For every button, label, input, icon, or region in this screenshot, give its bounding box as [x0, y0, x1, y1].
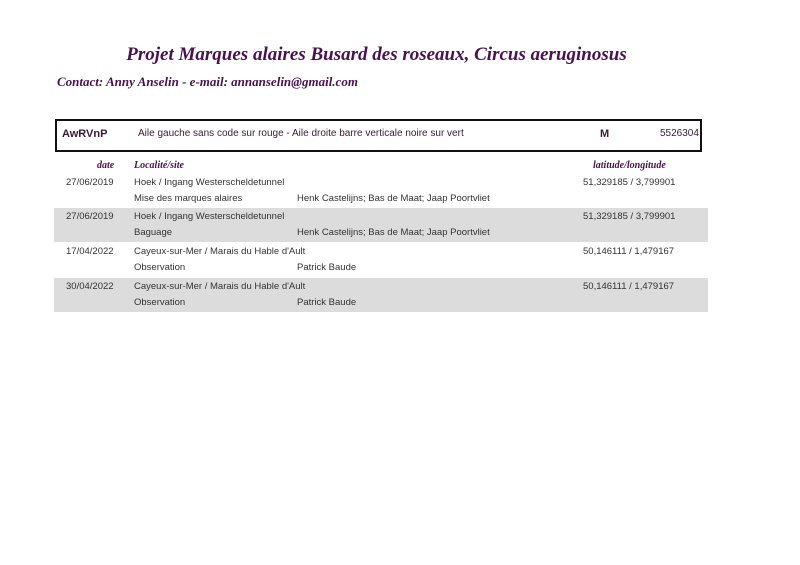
table-row — [54, 278, 708, 312]
row-type: Baguage — [134, 227, 173, 238]
row-site: Hoek / Ingang Westerscheldetunnel — [134, 177, 285, 188]
row-latlong: 51,329185 / 3,799901 — [583, 211, 676, 222]
bird-code: AwRVnP — [62, 128, 108, 140]
bird-sex: M — [600, 128, 610, 140]
row-date: 30/04/2022 — [66, 281, 114, 292]
row-date: 17/04/2022 — [66, 246, 114, 257]
bird-summary-box — [55, 119, 702, 152]
row-site: Cayeux-sur-Mer / Marais du Hable d'Ault — [134, 281, 306, 292]
column-header-site: Localité/site — [134, 160, 184, 171]
contact-line: Contact: Anny Anselin - e-mail: annanselin@gmail.com — [57, 74, 358, 89]
table-row — [54, 174, 708, 208]
row-type: Observation — [134, 262, 186, 273]
page-title: Projet Marques alaires Busard des roseaux, Circus aeruginosus — [126, 44, 627, 65]
row-site: Hoek / Ingang Westerscheldetunnel — [134, 211, 285, 222]
row-type: Observation — [134, 297, 186, 308]
bird-ring-number: 5526304 — [660, 128, 699, 139]
row-type: Mise des marques alaires — [134, 193, 243, 204]
row-latlong: 50,146111 / 1,479167 — [583, 246, 675, 257]
row-latlong: 50,146111 / 1,479167 — [583, 281, 675, 292]
row-latlong: 51,329185 / 3,799901 — [583, 177, 676, 188]
row-observers: Patrick Baude — [297, 297, 357, 308]
row-date: 27/06/2019 — [66, 177, 114, 188]
table-row — [54, 243, 708, 277]
bird-description: Aile gauche sans code sur rouge - Aile droite barre verticale noire sur vert — [138, 128, 464, 139]
column-header-latlong: latitude/longitude — [593, 160, 666, 171]
row-date: 27/06/2019 — [66, 211, 114, 222]
row-site: Cayeux-sur-Mer / Marais du Hable d'Ault — [134, 246, 306, 257]
column-header-date: date — [97, 160, 115, 171]
row-observers: Henk Castelijns; Bas de Maat; Jaap Poortvliet — [297, 193, 490, 204]
table-row — [54, 208, 708, 242]
row-observers: Patrick Baude — [297, 262, 357, 273]
row-observers: Henk Castelijns; Bas de Maat; Jaap Poortvliet — [297, 227, 490, 238]
